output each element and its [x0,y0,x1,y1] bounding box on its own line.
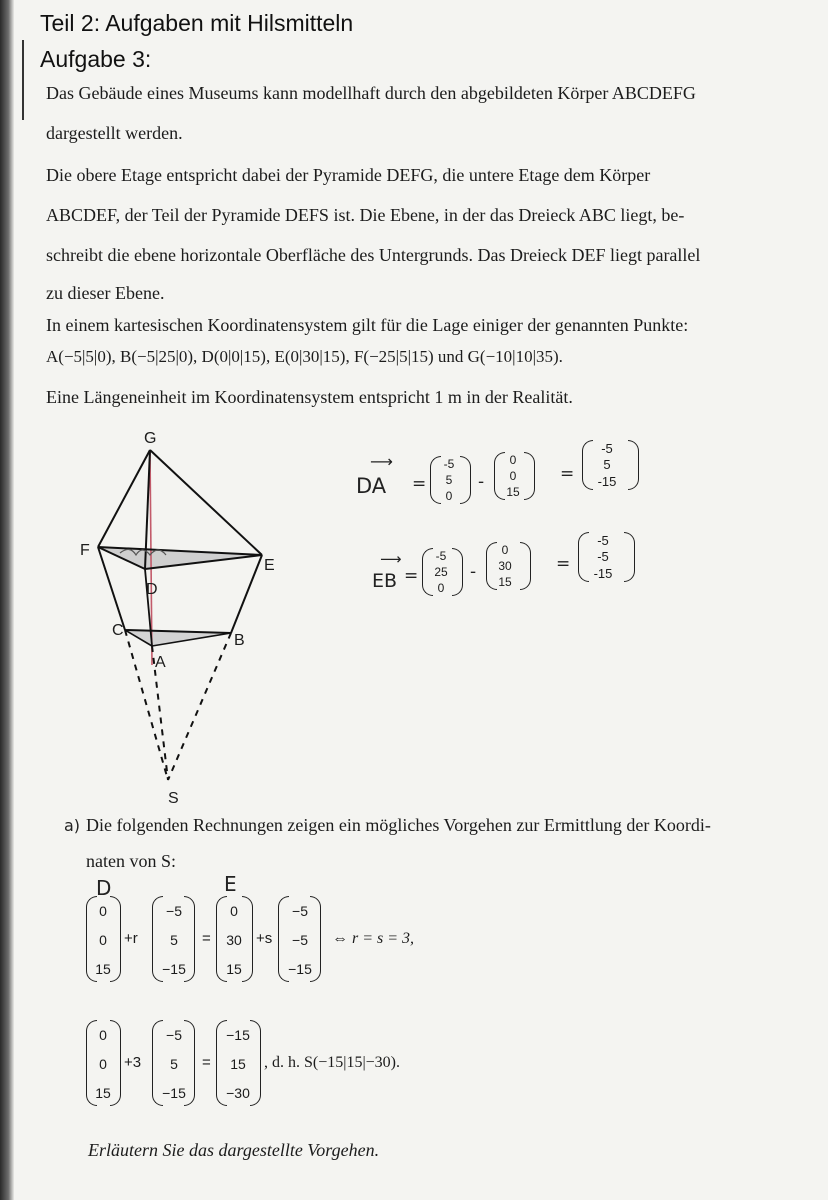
hand-entry: 5 [445,473,453,487]
eq1-op-r: +r [124,930,138,947]
vector-entry: 0 [230,902,238,919]
hand-vector-e [492,542,518,590]
point-label-g: G [144,430,157,447]
vector-entry: 15 [226,961,242,978]
intro-line-6: zu dieser Ebene. [46,283,165,303]
task-instruction: Erläutern Sie das dargestellte Vorgehen. [88,1140,380,1160]
hand-vector-d [500,452,526,500]
vector-entry: 15 [95,1085,111,1102]
hand-minus-2: - [470,562,477,582]
hand-entry: 30 [498,559,512,573]
hand-entry: -5 [435,549,447,563]
eq1-paren [310,896,321,982]
hand-entry: 0 [509,453,517,467]
intro-line-8: A(−5|5|0), B(−5|25|0), D(0|0|15), E(0|30|15), F(−25|5|15) und G(−10|10|35). [46,347,563,366]
hand-entry: 0 [437,581,445,595]
vector-entry: 5 [170,931,178,948]
eq1-paren [242,896,253,982]
eq2-paren [184,1020,195,1106]
hand-entry: 15 [506,485,520,499]
hand-entry: 0 [501,543,509,557]
intro-line-3: Die obere Etage entspricht dabei der Pyramide DEFG, die untere Etage dem Körper [46,165,651,185]
vector-entry: −5 [166,902,182,919]
hand-mark-e: E [224,872,237,896]
page-fold-line [22,40,24,120]
eq2-equals: = [202,1054,211,1071]
vector-entry: 0 [99,931,107,948]
hand-entry: -5 [443,457,455,471]
vector-entry: 5 [170,1055,178,1072]
point-label-e: E [264,557,275,574]
hand-entry: -15 [597,474,617,490]
hand-entry: -5 [601,440,613,456]
hand-entry: 15 [498,575,512,589]
point-label-c: C [112,622,124,639]
point-label-b: B [234,632,245,649]
hand-entry: 25 [434,565,448,579]
hand-entry: 0 [445,489,453,503]
eq2-paren [250,1020,261,1106]
part-title: Teil 2: Aufgaben mit Hilsmitteln [40,10,354,36]
vector-entry: −5 [292,931,308,948]
hand-entry: 5 [603,457,611,473]
dashed-bs [168,633,231,780]
hand-vector-eb-label: EB [372,570,398,592]
edge-ge [150,450,262,555]
vector-entry: 15 [95,961,111,978]
eq2-op-3: +3 [124,1054,142,1071]
intro-line-5: schreibt die ebene horizontale Oberfläche des Untergrunds. Das Dreieck DEF liegt parallel [46,245,701,265]
part-a-marker: a) [64,816,81,835]
intro-line-4: ABCDEF, der Teil der Pyramide DEFS ist. Die Ebene, in der das Dreieck ABC liegt, be- [46,205,685,225]
eq1-result: ⇔ r = s = 3, [332,930,415,947]
vector-entry: −15 [226,1026,250,1043]
vector-entry: −5 [166,1026,182,1043]
task-title: Aufgabe 3: [40,46,152,72]
hand-minus-1: - [478,472,485,492]
hand-paren [624,532,635,582]
eq2-paren [110,1020,121,1106]
hand-paren [520,542,531,590]
eq1-paren [184,896,195,982]
hand-vector-da-label: DA [356,474,387,498]
eq2-result: , d. h. S(−15|15|−30). [264,1054,401,1071]
hand-entry: -5 [597,532,609,548]
page-edge-shadow [0,0,14,1200]
point-label-s: S [168,790,179,807]
vector-entry: −15 [162,1085,186,1102]
intro-line-1: Das Gebäude eines Museums kann modellhaft durch den abgebildeten Körper ABCDEFG [46,83,696,103]
eq1-paren [110,896,121,982]
vector-entry: −15 [162,961,186,978]
edge-eb [231,555,262,633]
hand-mark-d: D [96,876,112,900]
vector-entry: −15 [288,961,312,978]
vector-entry: −30 [226,1085,250,1102]
vector-entry: 30 [226,931,242,948]
hand-arrow-da: ⟶ [370,452,393,471]
hand-vector-a [436,456,462,504]
vector-entry: 15 [230,1055,246,1072]
hand-paren [452,548,463,596]
point-label-d: D [146,581,158,598]
hand-entry: -15 [593,566,613,582]
hand-paren [524,452,535,500]
eq1-op-s: +s [256,930,273,947]
hand-vector-da-result [590,440,624,490]
vector-entry: −5 [292,902,308,919]
intro-line-2: dargestellt werden. [46,123,183,143]
hand-arrow-eb: ⟶ [380,550,402,568]
building-figure [80,425,310,810]
vector-entry: 0 [99,1026,107,1043]
hand-paren [628,440,639,490]
hand-vector-eb-result [586,532,620,582]
edge-gf [98,450,150,547]
vector-entry: 0 [99,1055,107,1072]
hand-equals-3: = [404,566,419,586]
edge-fc [98,547,125,630]
point-label-a: A [155,654,166,671]
part-a-text-2: naten von S: [86,851,176,871]
hand-equals-4: = [556,554,571,574]
hand-equals-2: = [560,464,575,484]
hand-entry: 0 [509,469,517,483]
dashed-cs [125,630,168,780]
vector-entry: 0 [99,902,107,919]
hand-paren [460,456,471,504]
hand-equals-1: = [412,474,427,494]
hand-entry: -5 [597,549,609,565]
eq1-equals: = [202,930,211,947]
point-label-f: F [80,542,90,559]
intro-line-7: In einem kartesischen Koordinatensystem gilt für die Lage einiger der genannten Punkte: [46,315,689,335]
intro-line-9: Eine Längeneinheit im Koordinatensystem entspricht 1 m in der Realität. [46,387,573,407]
hand-vector-b [428,548,454,596]
part-a-text-1: Die folgenden Rechnungen zeigen ein mögliches Vorgehen zur Ermittlung der Koordi- [86,815,711,835]
